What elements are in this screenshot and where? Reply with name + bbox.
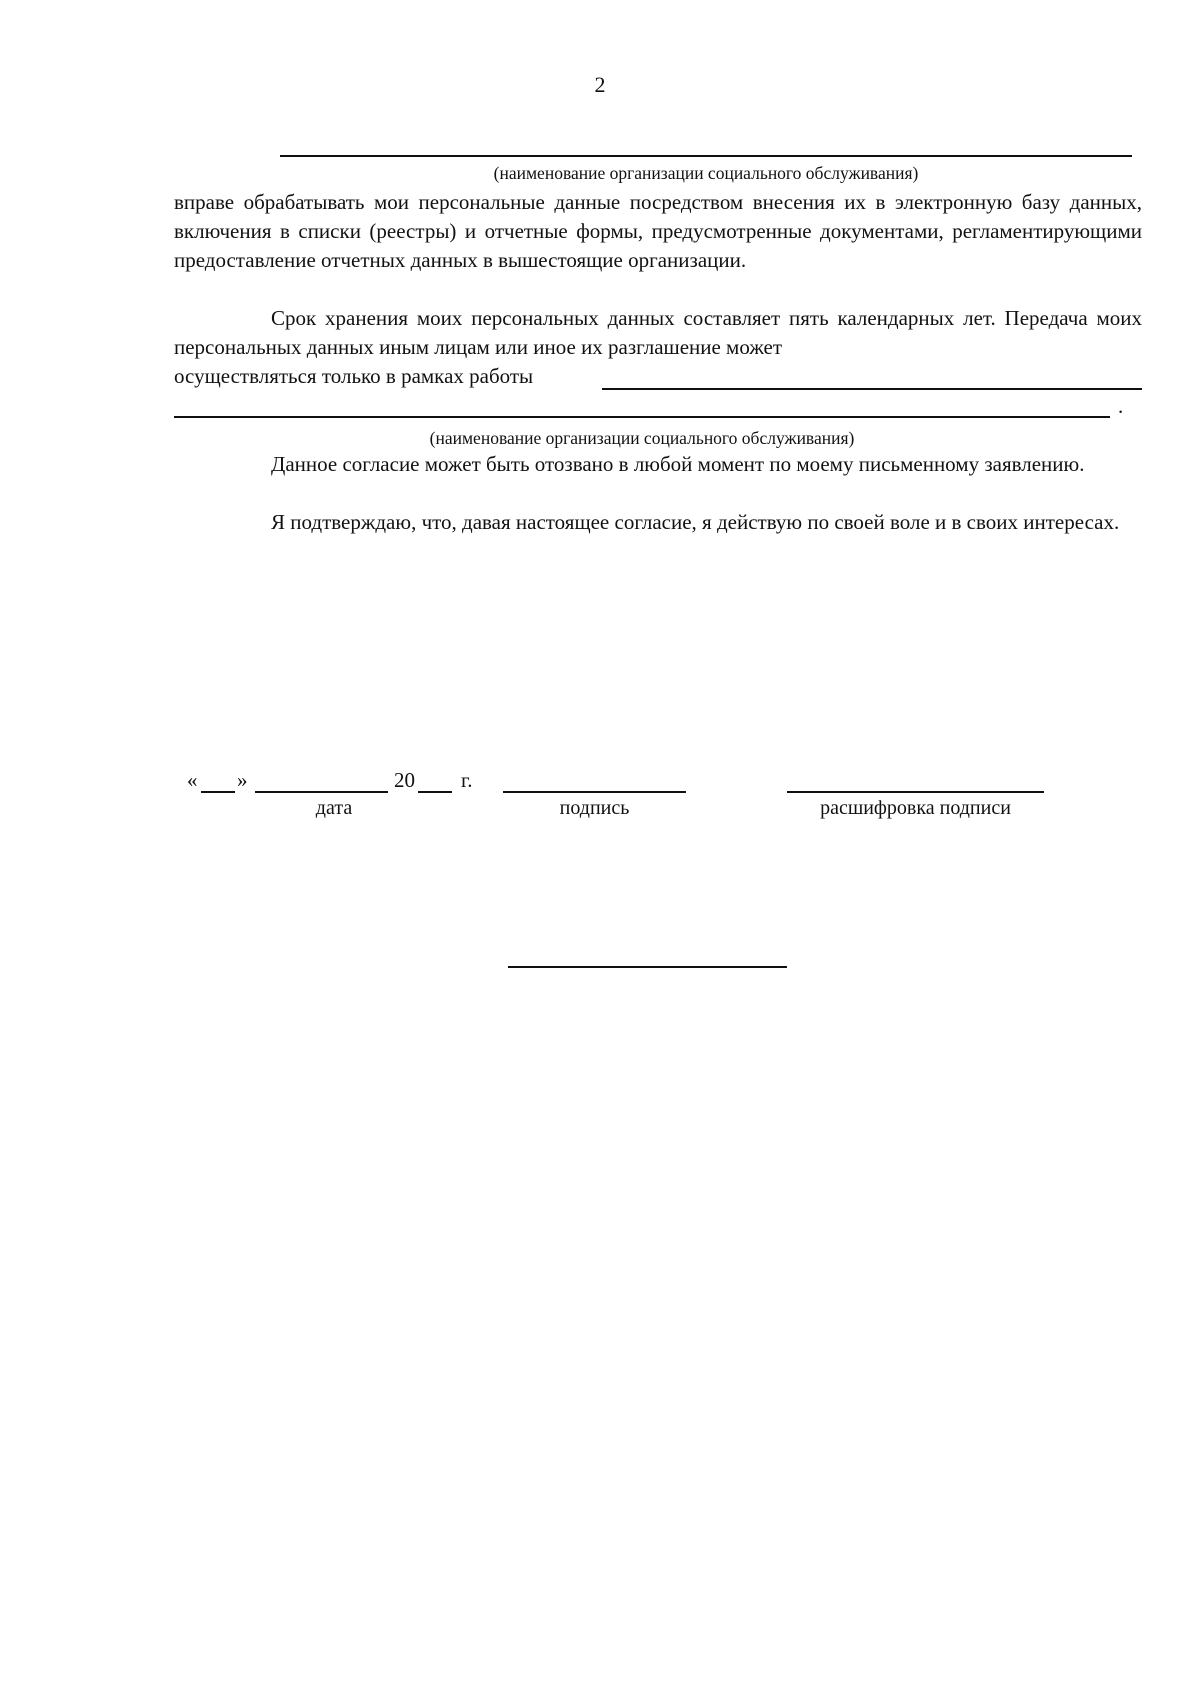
consent-paragraph-confirmation-text: Я подтверждаю, что, давая настоящее согласие, я действую по своей воле и в своих интересах. [271,510,1120,534]
date-year-blank-line [418,791,452,793]
date-month-blank-line [255,791,388,793]
date-quote-close: » [237,768,248,792]
document-end-line [508,966,787,968]
date-caption: дата [315,797,353,819]
consent-paragraph-storage-end: осуществляться только в рамках работы [174,364,534,388]
signature-caption: подпись [559,797,630,819]
consent-paragraph-storage-text: Срок хранения моих персональных данных составляет пять календарных лет. Передача моих персональных данных иным лицам или иное их разглашение может [174,306,1142,359]
org-name-caption-1: (наименование организации социального обслуживания) [493,163,919,183]
date-day-blank-line [201,791,235,793]
signature-blank-line [503,791,686,793]
consent-paragraph-processing-text: вправе обрабатывать мои персональные данные посредством внесения их в электронную базу данных, включения в списки (реестры) и отчетные формы, предусмотренные документами, регламентирующими предоставление отчетных данных в вышестоящие организации. [174,190,1142,272]
signature-decoding-blank-line [787,791,1044,793]
consent-paragraph-revocation [174,450,1142,479]
date-year-suffix: г. [461,768,473,792]
date-year-prefix: 20 [394,768,415,792]
signature-decoding-caption: расшифровка подписи [820,797,1011,819]
consent-paragraph-revocation-text: Данное согласие может быть отозвано в любой момент по моему письменному заявлению. [271,452,1085,476]
org-name-blank-line-1 [280,155,1132,157]
org-name-caption-2: (наименование организации социального обслуживания) [429,428,855,448]
page-number: 2 [594,72,606,97]
line-end-period: . [1118,394,1124,418]
date-quote-open: « [187,768,198,792]
consent-paragraph-storage [174,304,1142,362]
org-name-blank-line-2 [174,416,1110,418]
org-work-blank-line [602,388,1142,390]
consent-paragraph-confirmation [174,508,1142,537]
consent-paragraph-processing [174,188,1142,275]
